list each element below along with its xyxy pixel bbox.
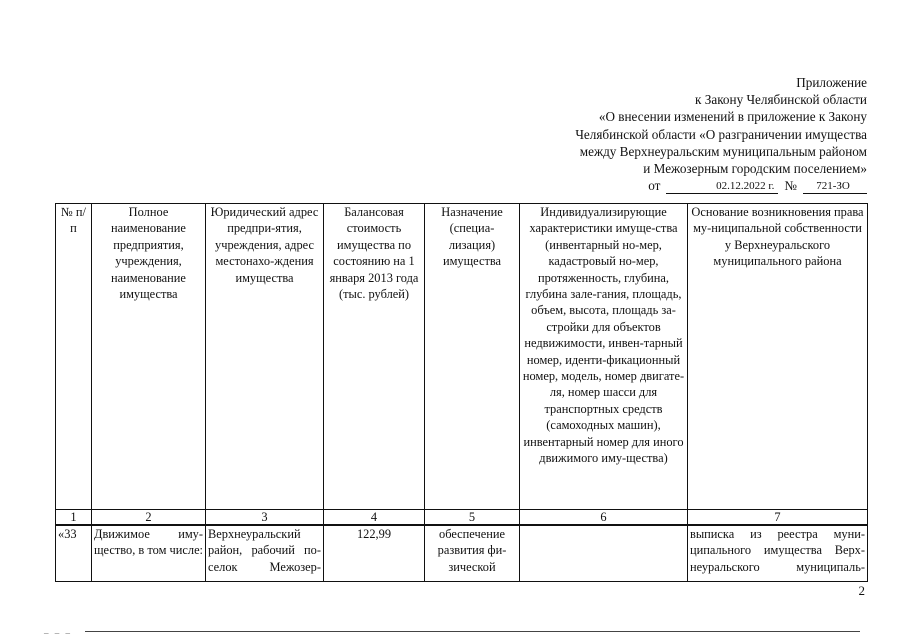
column-numbers-row	[56, 510, 868, 526]
column-number: 2	[92, 510, 206, 526]
row-purpose-cell: обеспечение развития фи-зической	[425, 525, 520, 582]
property-table	[55, 203, 868, 582]
column-number: 3	[206, 510, 324, 526]
footer-divider	[85, 631, 860, 632]
row-name-cell: Движимое иму-щество, в том числе:	[92, 525, 206, 582]
header-line-title-1: «О внесении изменений в приложение к Закону	[598, 109, 867, 125]
column-number: 4	[324, 510, 425, 526]
footer-marks: _ _ _	[44, 625, 72, 635]
header-line-title-2: Челябинской области «О разграничении имущества	[575, 126, 867, 142]
law-number: 721-ЗО	[803, 180, 867, 194]
row-balance-cell: 122,99	[324, 525, 425, 582]
column-number: 1	[56, 510, 92, 526]
header-cell-characteristics: Индивидуализирующие характеристики имуще-ства (инвентарный но-мер, кадастровый но-мер, протяженность, глубина, глубина зале-гания, площадь, объем, высота, площадь за-стройки для объектов недвижимости, инвен-тарный номер, иденти-фикационный номер, модель, номер двигате-ля, номер шасси для транспортных средств (самоходных машин), инвентарный номер для иного движимого иму-щества)	[520, 204, 688, 510]
row-number-cell: «33	[56, 525, 92, 582]
number-label: №	[784, 178, 797, 194]
table-row	[56, 525, 868, 582]
column-number: 6	[520, 510, 688, 526]
header-line-title-3: между Верхнеуральским муниципальным районом	[579, 143, 867, 159]
row-characteristics-cell	[520, 525, 688, 582]
from-label: от	[648, 178, 661, 194]
header-cell-number: № п/п	[56, 204, 92, 510]
header-line-title-4: и Межозерным городским поселением»	[643, 161, 867, 177]
header-line-law: к Закону Челябинской области	[695, 92, 867, 108]
document-header	[447, 74, 867, 194]
page-number: 2	[858, 583, 865, 598]
header-line-appendix: Приложение	[796, 75, 867, 90]
header-cell-purpose: Назначение (специа-лизация) имущества	[425, 204, 520, 510]
date-number-line	[447, 177, 867, 194]
header-cell-address: Юридический адрес предпри-ятия, учреждения, адрес местонахо-ждения имущества	[206, 204, 324, 510]
row-basis-cell: выписка из реестра муни-ципального имущества Верх-неуральского муниципаль-	[688, 525, 868, 582]
column-number: 7	[688, 510, 868, 526]
column-number: 5	[425, 510, 520, 526]
header-cell-balance: Балансовая стоимость имущества по состоянию на 1 января 2013 года (тыс. рублей)	[324, 204, 425, 510]
header-cell-basis: Основание возникновения права му-ниципальной собственности у Верхнеуральского муниципального района	[688, 204, 868, 510]
law-date: 02.12.2022 г.	[666, 180, 778, 194]
header-cell-name: Полное наименование предприятия, учреждения, наименование имущества	[92, 204, 206, 510]
table-header-row	[56, 204, 868, 510]
row-address-cell: Верхнеуральский район, рабочий по-селок Межозер-	[206, 525, 324, 582]
